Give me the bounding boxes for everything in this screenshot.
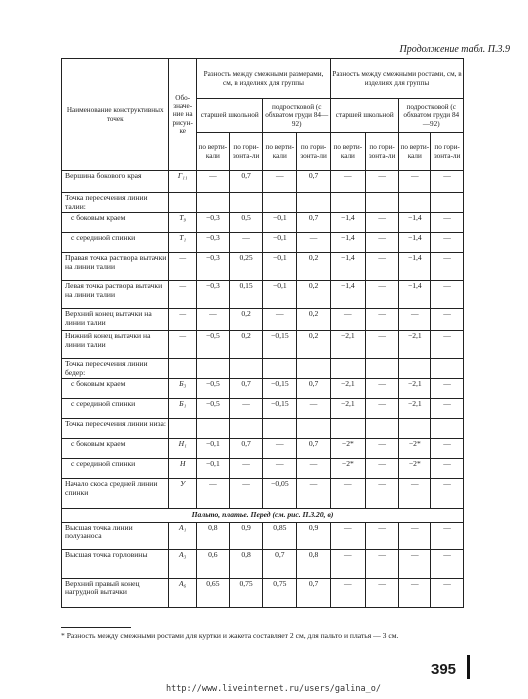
value-cell: 0,2 <box>229 309 263 331</box>
value-cell: −2* <box>399 439 431 459</box>
row-symbol: У <box>169 479 197 509</box>
value-cell: −0,1 <box>263 253 297 281</box>
table-row <box>62 522 464 549</box>
value-cell: — <box>431 379 464 399</box>
value-cell: 0,75 <box>229 578 263 607</box>
value-cell: — <box>297 399 331 419</box>
row-symbol: Т₁ <box>169 233 197 253</box>
value-cell: — <box>431 331 464 359</box>
value-cell: — <box>263 309 297 331</box>
header-vert: по верти-кали <box>330 133 365 171</box>
value-cell: 0,5 <box>229 213 263 233</box>
value-cell: −0,1 <box>263 281 297 309</box>
table-row <box>62 479 464 509</box>
value-cell: −0,3 <box>197 253 230 281</box>
value-cell: −0,15 <box>263 331 297 359</box>
footnote: * Разность между смежными ростами для куртки и жакета составляет 2 см, для пальто и платья — 3 см. <box>61 631 399 640</box>
table-row <box>62 213 464 233</box>
value-cell: −0,15 <box>263 379 297 399</box>
row-name: Начало скоса средней линии спинки <box>62 479 169 509</box>
table-row <box>62 399 464 419</box>
value-cell: −0,3 <box>197 233 230 253</box>
header-symbol: Обо-значе-ние на рисун-ке <box>169 59 197 171</box>
value-cell: −0,1 <box>263 213 297 233</box>
value-cell <box>365 193 399 213</box>
value-cell: — <box>365 479 399 509</box>
row-name: с серединой спинки <box>62 459 169 479</box>
value-cell: — <box>431 233 464 253</box>
row-symbol: А₁ <box>169 522 197 549</box>
row-symbol: А₃ <box>169 549 197 578</box>
value-cell: — <box>229 233 263 253</box>
value-cell: −0,15 <box>263 399 297 419</box>
value-cell: 0,25 <box>229 253 263 281</box>
header-vert: по верти-кали <box>197 133 230 171</box>
value-cell: 0,8 <box>197 522 230 549</box>
header-name: Наименование конструктивных точек <box>62 59 169 171</box>
header-vert: по верти-кали <box>263 133 297 171</box>
value-cell: — <box>330 309 365 331</box>
value-cell: — <box>365 281 399 309</box>
value-cell: 0,7 <box>229 379 263 399</box>
row-name: Точка пересечения линии талии: <box>62 193 169 213</box>
row-name: Высшая точка линии полузаноса <box>62 522 169 549</box>
value-cell <box>365 359 399 379</box>
row-name: Точка пересечения линии бедер: <box>62 359 169 379</box>
value-cell <box>197 193 230 213</box>
value-cell: — <box>431 522 464 549</box>
value-cell: — <box>229 459 263 479</box>
value-cell: −1,4 <box>330 253 365 281</box>
row-name: с боковым краем <box>62 213 169 233</box>
value-cell: −2* <box>330 439 365 459</box>
value-cell: 0,7 <box>229 171 263 193</box>
value-cell: — <box>365 439 399 459</box>
row-name: с боковым краем <box>62 439 169 459</box>
value-cell: 0,2 <box>297 331 331 359</box>
row-symbol: Н <box>169 459 197 479</box>
row-name: Нижний конец вытачки на линии талии <box>62 331 169 359</box>
table-row <box>62 309 464 331</box>
value-cell: 0,7 <box>263 549 297 578</box>
value-cell: −0,5 <box>197 379 230 399</box>
value-cell: 0,65 <box>197 578 230 607</box>
value-cell: −2,1 <box>399 399 431 419</box>
section-title: Пальто, платье. Перед (см. рис. П.3.20, в) <box>62 509 464 523</box>
value-cell: −1,4 <box>330 281 365 309</box>
value-cell: 0,7 <box>229 439 263 459</box>
row-symbol <box>169 359 197 379</box>
value-cell <box>399 359 431 379</box>
row-symbol: — <box>169 331 197 359</box>
value-cell: — <box>197 171 230 193</box>
continuation-label: Продолжение табл. П.3.9 <box>399 44 510 55</box>
table-row <box>62 379 464 399</box>
value-cell: — <box>431 399 464 419</box>
row-symbol: — <box>169 253 197 281</box>
value-cell <box>263 419 297 439</box>
value-cell: −0,1 <box>197 439 230 459</box>
value-cell: — <box>330 578 365 607</box>
value-cell: — <box>197 479 230 509</box>
source-url: http://www.liveinternet.ru/users/galina_o/ <box>166 684 381 694</box>
value-cell: — <box>263 171 297 193</box>
value-cell: — <box>431 479 464 509</box>
value-cell: 0,2 <box>297 253 331 281</box>
value-cell: −2,1 <box>399 331 431 359</box>
header-horiz: по гори-зонта-ли <box>229 133 263 171</box>
table-row <box>62 459 464 479</box>
value-cell: — <box>365 379 399 399</box>
value-cell: 0,2 <box>297 309 331 331</box>
value-cell: — <box>365 399 399 419</box>
row-name: Правая точка раствора вытачки на линии талии <box>62 253 169 281</box>
row-symbol: Б₁ <box>169 399 197 419</box>
value-cell: — <box>399 479 431 509</box>
value-cell: 0,7 <box>297 213 331 233</box>
value-cell: −2,1 <box>399 379 431 399</box>
value-cell <box>330 359 365 379</box>
value-cell: — <box>365 331 399 359</box>
row-name: Вершина бокового края <box>62 171 169 193</box>
value-cell: — <box>399 309 431 331</box>
value-cell: −0,5 <box>197 399 230 419</box>
header-horiz: по гори-зонта-ли <box>365 133 399 171</box>
value-cell: — <box>297 479 331 509</box>
value-cell: 0,9 <box>297 522 331 549</box>
header-group1: Разность между смежными размерами, см, в изделиях для группы <box>197 59 331 99</box>
row-name: Верхний правый конец нагрудной вытачки <box>62 578 169 607</box>
header-vert: по верти-кали <box>399 133 431 171</box>
value-cell <box>197 359 230 379</box>
value-cell: −1,4 <box>399 281 431 309</box>
table-row <box>62 359 464 379</box>
value-cell: — <box>431 171 464 193</box>
value-cell: — <box>365 309 399 331</box>
value-cell: — <box>431 439 464 459</box>
value-cell: — <box>365 549 399 578</box>
measurements-table <box>61 58 464 608</box>
value-cell: — <box>431 213 464 233</box>
value-cell <box>263 359 297 379</box>
value-cell: — <box>330 549 365 578</box>
value-cell: 0,7 <box>297 439 331 459</box>
row-name: Левая точка раствора вытачки на линии талии <box>62 281 169 309</box>
page-number-bar <box>467 655 470 679</box>
value-cell <box>365 419 399 439</box>
value-cell: — <box>263 459 297 479</box>
value-cell: 0,8 <box>229 549 263 578</box>
value-cell: 0,2 <box>229 331 263 359</box>
value-cell: 0,7 <box>297 171 331 193</box>
value-cell: 0,75 <box>263 578 297 607</box>
value-cell: — <box>431 309 464 331</box>
row-name: с боковым краем <box>62 379 169 399</box>
header-senior-2: старшей школьной <box>330 99 399 133</box>
value-cell: — <box>330 479 365 509</box>
value-cell: −0,1 <box>197 459 230 479</box>
value-cell <box>297 419 331 439</box>
table-row <box>62 233 464 253</box>
value-cell: — <box>365 253 399 281</box>
value-cell: — <box>431 549 464 578</box>
value-cell: — <box>297 233 331 253</box>
value-cell: −1,4 <box>399 213 431 233</box>
value-cell <box>431 419 464 439</box>
value-cell <box>263 193 297 213</box>
row-symbol: — <box>169 309 197 331</box>
row-name: Верхний конец вытачки на линии талии <box>62 309 169 331</box>
table-row <box>62 578 464 607</box>
value-cell: 0,9 <box>229 522 263 549</box>
value-cell <box>229 359 263 379</box>
table-row <box>62 193 464 213</box>
row-name: Высшая точка горловины <box>62 549 169 578</box>
value-cell <box>229 419 263 439</box>
row-symbol: — <box>169 281 197 309</box>
value-cell: 0,7 <box>297 379 331 399</box>
value-cell: −0,3 <box>197 213 230 233</box>
value-cell: — <box>431 459 464 479</box>
row-symbol: Б₃ <box>169 379 197 399</box>
value-cell: −2,1 <box>330 399 365 419</box>
value-cell <box>431 359 464 379</box>
value-cell: — <box>431 253 464 281</box>
value-cell: — <box>365 233 399 253</box>
value-cell: −0,1 <box>263 233 297 253</box>
value-cell: −2,1 <box>330 331 365 359</box>
value-cell: — <box>399 578 431 607</box>
value-cell: 0,6 <box>197 549 230 578</box>
value-cell: 0,7 <box>297 578 331 607</box>
row-symbol <box>169 419 197 439</box>
value-cell: — <box>399 549 431 578</box>
value-cell: −2* <box>330 459 365 479</box>
table-row <box>62 331 464 359</box>
header-group2: Разность между смежными ростами, см, в изделиях для группы <box>330 59 463 99</box>
value-cell <box>297 193 331 213</box>
value-cell: — <box>229 399 263 419</box>
value-cell: −1,4 <box>330 213 365 233</box>
value-cell: — <box>365 522 399 549</box>
header-senior-1: старшей школьной <box>197 99 263 133</box>
value-cell: — <box>229 479 263 509</box>
page-number: 395 <box>431 661 457 678</box>
value-cell: — <box>431 578 464 607</box>
table-row <box>62 439 464 459</box>
value-cell: −1,4 <box>399 253 431 281</box>
table-row <box>62 171 464 193</box>
value-cell: — <box>431 281 464 309</box>
value-cell: — <box>365 578 399 607</box>
value-cell: −0,05 <box>263 479 297 509</box>
value-cell: — <box>399 522 431 549</box>
value-cell: — <box>263 439 297 459</box>
value-cell: 0,15 <box>229 281 263 309</box>
row-symbol: А₆ <box>169 578 197 607</box>
value-cell <box>399 193 431 213</box>
value-cell: −2* <box>399 459 431 479</box>
row-symbol: Н₁ <box>169 439 197 459</box>
value-cell: — <box>197 309 230 331</box>
table-row <box>62 419 464 439</box>
header-horiz: по гори-зонта-ли <box>297 133 331 171</box>
value-cell: 0,2 <box>297 281 331 309</box>
table-row <box>62 549 464 578</box>
value-cell <box>229 193 263 213</box>
value-cell: — <box>365 459 399 479</box>
value-cell <box>431 193 464 213</box>
value-cell: 0,8 <box>297 549 331 578</box>
header-teen-1: подростковой (с обхватом груди 84—92) <box>263 99 331 133</box>
value-cell: −2,1 <box>330 379 365 399</box>
row-symbol: Г₁₁ <box>169 171 197 193</box>
value-cell: −0,5 <box>197 331 230 359</box>
row-name: Точка пересечения линии низа: <box>62 419 169 439</box>
value-cell <box>197 419 230 439</box>
value-cell: — <box>297 459 331 479</box>
row-name: с серединой спинки <box>62 399 169 419</box>
table-row <box>62 281 464 309</box>
value-cell <box>330 419 365 439</box>
row-symbol <box>169 193 197 213</box>
value-cell <box>399 419 431 439</box>
header-teen-2: подростковой (с обхватом груди 84—92) <box>399 99 464 133</box>
header-horiz: по гори-зонта-ли <box>431 133 464 171</box>
footnote-rule <box>61 627 131 628</box>
table-row <box>62 253 464 281</box>
value-cell: — <box>365 171 399 193</box>
value-cell: — <box>365 213 399 233</box>
value-cell: −1,4 <box>399 233 431 253</box>
value-cell: — <box>330 171 365 193</box>
value-cell: −0,3 <box>197 281 230 309</box>
value-cell: — <box>399 171 431 193</box>
value-cell: — <box>330 522 365 549</box>
value-cell: −1,4 <box>330 233 365 253</box>
value-cell: 0,85 <box>263 522 297 549</box>
row-symbol: Т₉ <box>169 213 197 233</box>
row-name: с серединой спинки <box>62 233 169 253</box>
value-cell <box>297 359 331 379</box>
value-cell <box>330 193 365 213</box>
